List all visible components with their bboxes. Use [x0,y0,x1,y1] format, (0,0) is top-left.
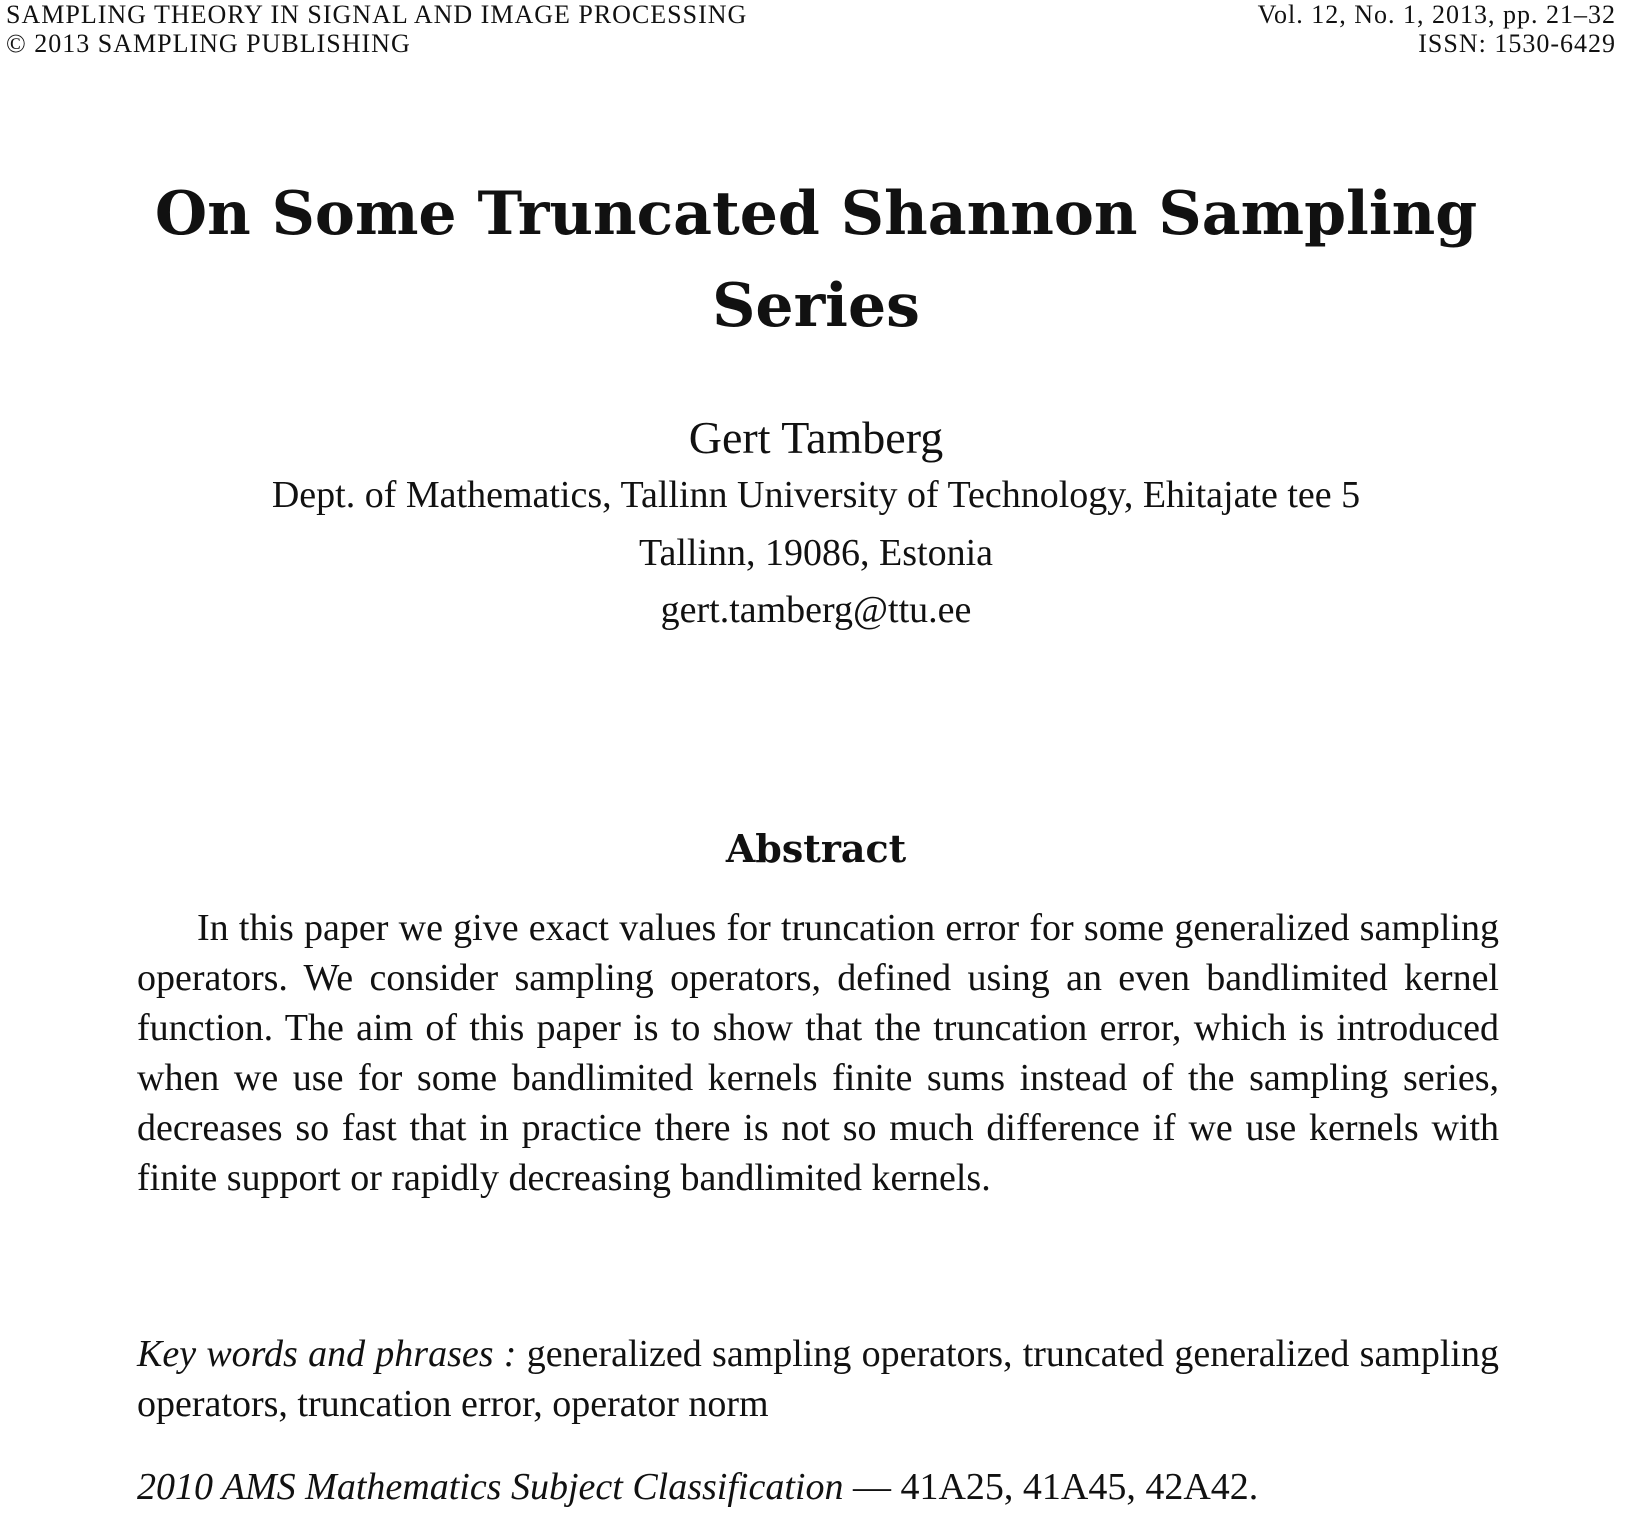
author-email: gert.tamberg@ttu.ee [660,589,972,631]
paper-title-line-1: On Some Truncated Shannon Sampling [154,179,1478,249]
ams-classification-label: 2010 AMS Mathematics Subject Classification [137,1466,844,1508]
copyright-notice: © 2013 SAMPLING PUBLISHING [6,29,411,58]
journal-name: SAMPLING THEORY IN SIGNAL AND IMAGE PROCESSING [6,0,748,29]
affiliation-line-2: Tallinn, 19086, Estonia [638,532,994,574]
paper-title [0,168,1632,352]
keywords-text: generalized sampling operators, truncated generalized sampling operators, truncation error, operator norm [137,1333,1499,1425]
abstract-heading: Abstract [725,826,907,871]
author-name: Gert Tamberg [688,412,944,463]
abstract-text: In this paper we give exact values for truncation error for some generalized sampling operators. We consider sampling operators, defined using an even bandlimited kernel function. The aim of this paper is to show that the truncation error, which is introduced when we use for some bandlimited kernels finite sums instead of the sampling series, decreases so fast that in practice there is not so much difference if we use kernels with finite support or rapidly decreasing bandlimited kernels. [137,907,1499,1199]
volume-info: Vol. 12, No. 1, 2013, pp. 21–32 [1257,0,1616,29]
ams-classification [137,1462,1499,1512]
paper-title-line-2: Series [712,271,920,341]
issn: ISSN: 1530-6429 [1418,29,1616,58]
keywords-label: Key words and phrases : [137,1333,517,1375]
keywords [137,1329,1499,1429]
ams-classification-codes: 41A25, 41A45, 42A42. [900,1466,1259,1508]
affiliation-line-1: Dept. of Mathematics, Tallinn University of Technology, Ehitajate tee 5 [271,474,1361,516]
running-header-left [6,0,747,58]
author-block [0,410,1632,638]
ams-classification-separator: — [843,1466,901,1508]
running-header-right [1258,0,1616,58]
